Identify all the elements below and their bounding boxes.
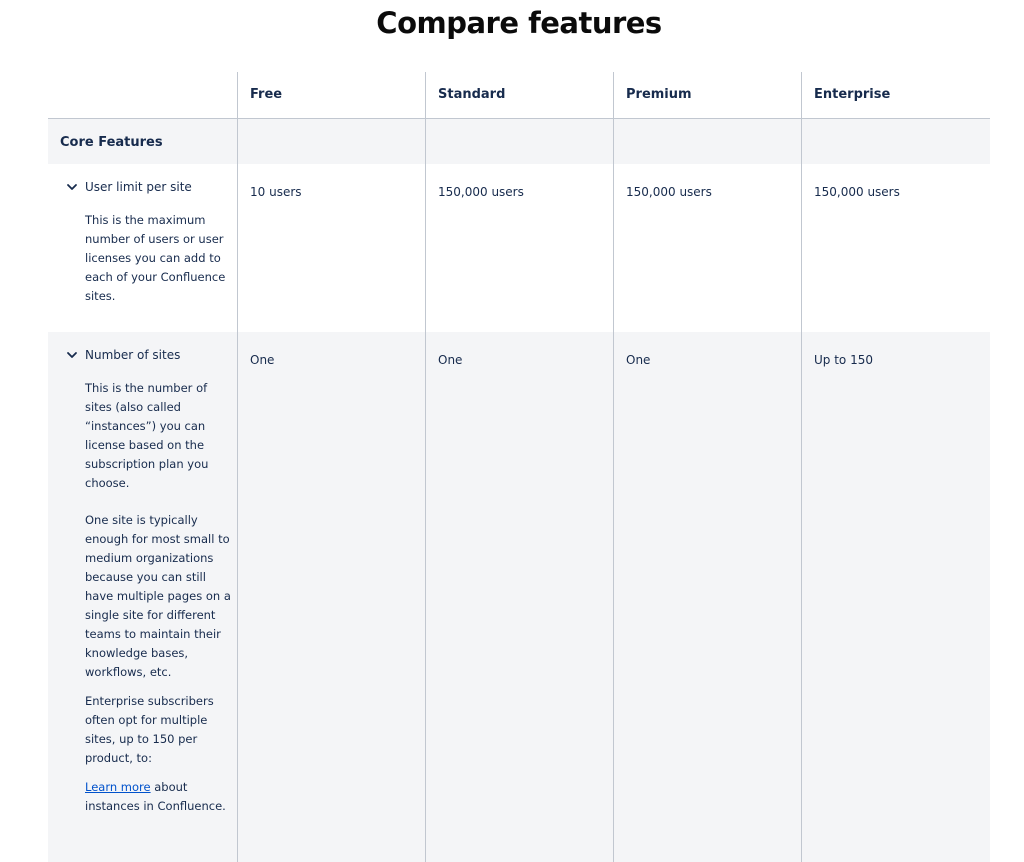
feature-description [85,379,237,816]
description-paragraph: This is the maximum number of users or user licenses you can add to each of your Confluence sites. [85,213,226,303]
value-enterprise: Up to 150 [801,332,990,862]
section-row-core-features [48,119,990,164]
value-standard: 150,000 users [425,164,613,332]
feature-name: Number of sites [85,348,181,362]
value-enterprise: 150,000 users [801,164,990,332]
section-cell [237,119,425,164]
learn-more-link[interactable]: Learn more [85,780,151,794]
table-row [48,164,990,332]
compare-features-table [48,72,990,862]
table-header-row [48,72,990,119]
header-empty-cell [48,72,237,118]
link-suffix-text: about instances in Confluence. [85,780,226,813]
feature-description [85,211,237,306]
value-free: One [237,332,425,862]
section-cell [613,119,801,164]
feature-toggle-number-of-sites[interactable] [66,348,237,362]
header-plan-free: Free [237,72,425,118]
description-paragraph: This is the number of sites (also called “instances”) you can license based on the subscription plan you choose. [85,381,209,490]
description-link-paragraph [85,778,237,816]
page-title: Compare features [376,6,662,40]
value-premium: 150,000 users [613,164,801,332]
section-cell [425,119,613,164]
chevron-down-icon [66,181,78,193]
chevron-down-icon [66,349,78,361]
header-plan-premium: Premium [613,72,801,118]
feature-name: User limit per site [85,180,192,194]
description-paragraph: Enterprise subscribers often opt for multiple sites, up to 150 per product, to: [85,694,214,765]
feature-toggle-user-limit[interactable] [66,180,237,194]
section-title: Core Features [60,135,163,150]
feature-cell [48,332,237,862]
header-plan-enterprise: Enterprise [801,72,990,118]
table-row [48,332,990,862]
value-premium: One [613,332,801,862]
value-free: 10 users [237,164,425,332]
header-plan-standard: Standard [425,72,613,118]
value-standard: One [425,332,613,862]
feature-cell [48,164,237,332]
section-cell [801,119,990,164]
description-paragraph: One site is typically enough for most small to medium organizations because you can still have multiple pages on a single site for different teams to maintain their knowledge bases, workflows, etc. [85,513,231,679]
